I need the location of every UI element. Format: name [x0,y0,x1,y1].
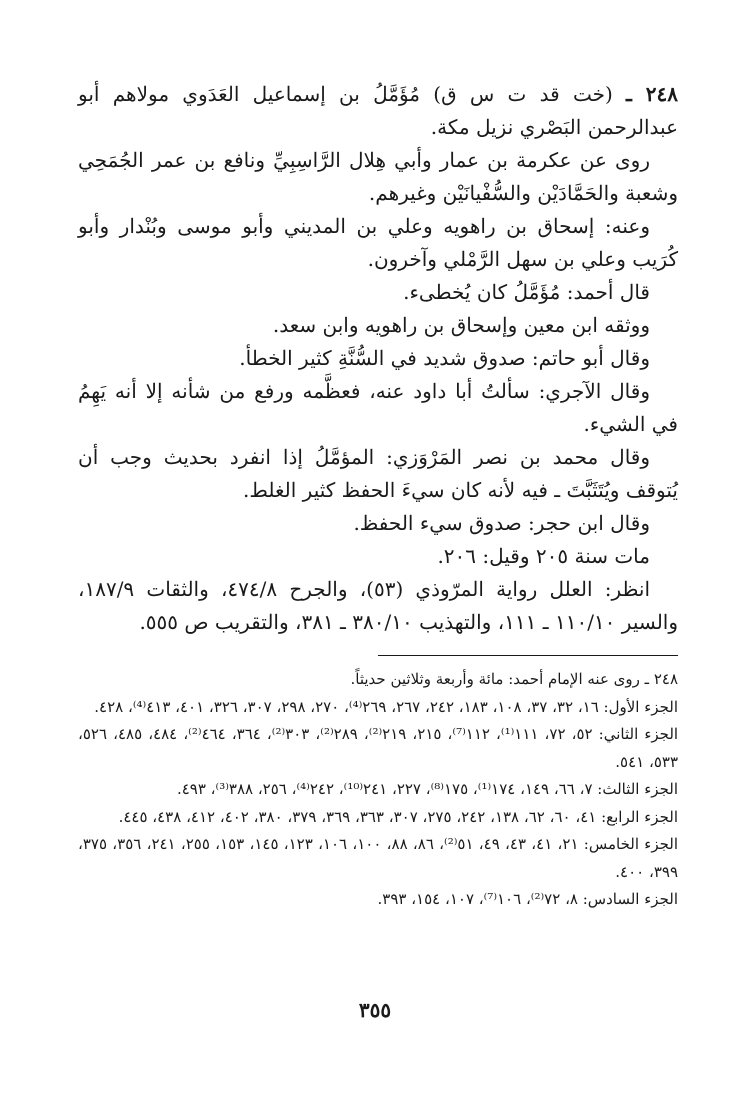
footnote-intro: ٢٤٨ ـ روى عنه الإمام أحمد: مائة وأربعة وثلاثين حديثاً. [350,670,678,688]
footnote-part-6: الجزء السادس: ٨، ٧٢⁽²⁾، ١٠٦⁽⁷⁾، ١٠٧، ١٥٤، ٣٩٣. [377,890,678,908]
paragraph-references: انظر: العلل رواية المرّوذي (٥٣)، والجرح ٤٧٤/٨، والثقات ١٨٧/٩، والسير ١١٠/١٠ ـ ١١١، والتهذيب ٣٨٠/١٠ ـ ٣٨١، والتقريب ص ٥٥٥. [78,577,678,634]
footnote-part-2: الجزء الثاني: ٥٢، ٧٢، ١١١⁽¹⁾، ١١٢⁽⁷⁾، ٢١٥، ٢١٩⁽²⁾، ٢٨٩⁽²⁾، ٣٠٣⁽²⁾، ٣٦٤، ٤٦٤⁽²⁾، ٤٨٤، ٤٨٥، ٥٢٦، ٥٣٣، ٥٤١. [78,725,679,771]
paragraph-ibn-hajar: وقال ابن حجر: صدوق سيء الحفظ. [353,511,650,535]
entry-title: (خت قد ت س ق) مُؤَمَّلُ بن إسماعيل العَدَوي مولاهم أبو عبدالرحمن البَصْري نزيل مكة. [78,82,678,139]
paragraph-narrators-from: روى عن عكرمة بن عمار وأبي هِلال الرَّاسِبِيِّ ونافع بن عمر الجُمَحِي وشعبة والحَمَّادَيْن والسُّفْيانَيْن وغيرهم. [78,148,678,205]
footnote-part-3: الجزء الثالث: ٧، ٦٦، ١٤٩، ١٧٤⁽¹⁾، ١٧٥⁽⁸⁾، ٢٢٧، ٢٤١⁽¹⁰⁾، ٢٤٢⁽⁴⁾، ٢٥٦، ٣٨٨⁽³⁾، ٤٩٣. [176,780,678,798]
footnote-part-5: الجزء الخامس: ٢١، ٤١، ٤٣، ٤٩، ٥١⁽²⁾، ٨٦، ٨٨، ١٠٠، ١٠٦، ١٢٣، ١٤٥، ١٥٣، ٢٥٥، ٢٤١، ٣٥٦، ٣٧٥، ٣٩٩، ٤٠٠. [78,835,679,881]
paragraph-narrators-to: وعنه: إسحاق بن راهويه وعلي بن المديني وأبو موسى وبُنْدار وأبو كُرَيب وعلي بن سهل الرَّمْلي وآخرون. [78,214,678,271]
paragraph-abu-hatim: وقال أبو حاتم: صدوق شديد في السُّنَّةِ كثير الخطأ. [239,346,650,370]
footnote-divider [378,655,678,656]
paragraph-ahmad: قال أحمد: مُؤَمَّلُ كان يُخطىء. [403,280,650,304]
paragraph-ibn-maeen: ووثقه ابن معين وإسحاق بن راهويه وابن سعد. [272,313,650,337]
paragraph-marwazi: وقال محمد بن نصر المَرْوَزي: المؤمَّلُ إذا انفرد بحديث وجب أن يُتوقف ويُتَثَبَّتَ ـ فيه لأنه كان سيءَ الحفظ كثير الغلط. [78,445,678,502]
paragraph-ajurri: وقال الآجري: سألتُ أبا داود عنه، فعظَّمه ورفع من شأنه إلا أنه يَهِمُ في الشيء. [78,379,678,436]
footnote-section [78,666,678,914]
page-number: ٣٥٥ [358,998,392,1022]
entry-heading [78,78,678,144]
paragraph-death: مات سنة ٢٠٥ وقيل: ٢٠٦. [437,544,650,568]
main-text [78,78,678,639]
footnote-part-1: الجزء الأول: ١٦، ٣٢، ٣٧، ١٠٨، ١٨٣، ٢٤٢، ٢٦٧، ٢٦٩⁽⁴⁾، ٢٧٠، ٢٩٨، ٣٠٧، ٣٢٦، ٤٠١، ٤١٣⁽⁴⁾، ٤٢٨. [94,697,678,716]
page-body [78,78,678,914]
entry-number: ٢٤٨ ـ [626,82,679,106]
footnote-part-4: الجزء الرابع: ٤١، ٦٠، ٦٢، ١٣٨، ٢٤٢، ٢٧٥، ٣٠٧، ٣٦٣، ٣٦٩، ٣٧٩، ٣٨٠، ٤٠٢، ٤١٢، ٤٣٨، ٤٤٥. [118,807,678,826]
